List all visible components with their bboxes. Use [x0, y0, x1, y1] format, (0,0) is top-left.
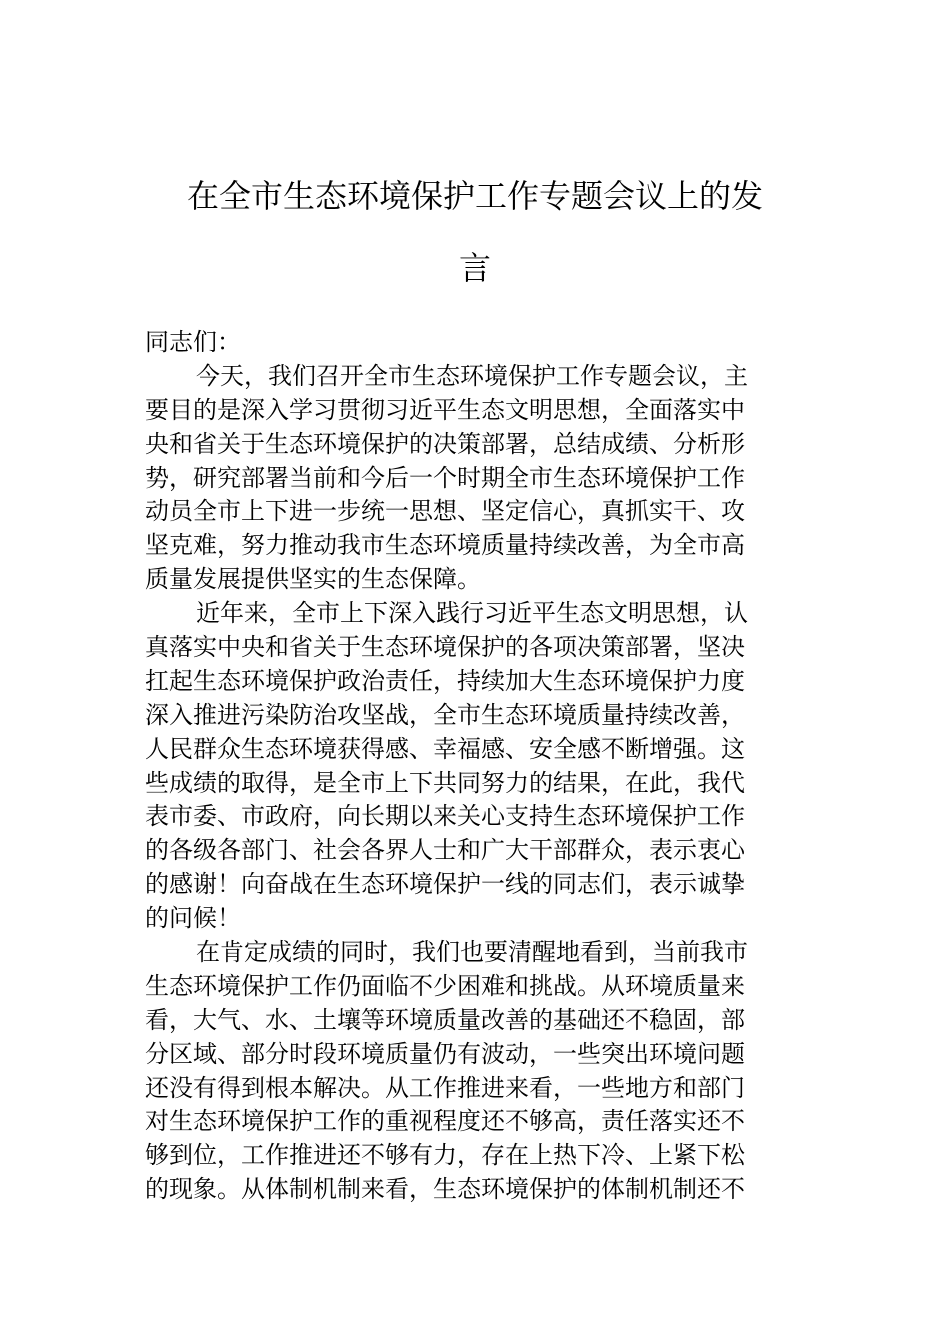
paragraph-line: 对生态环境保护工作的重视程度还不够高，责任落实还不 — [145, 1107, 745, 1136]
paragraph-line: 在肯定成绩的同时，我们也要清醒地看到，当前我市 — [196, 938, 748, 967]
paragraph-line: 还没有得到根本解决。从工作推进来看，一些地方和部门 — [145, 1073, 745, 1102]
salutation: 同志们： — [145, 328, 241, 356]
paragraph-line: 的感谢！向奋战在生态环境保护一线的同志们，表示诚挚 — [145, 870, 745, 899]
paragraph-line: 够到位，工作推进还不够有力，存在上热下冷、上紧下松 — [145, 1141, 745, 1170]
paragraph-line: 势，研究部署当前和今后一个时期全市生态环境保护工作 — [145, 463, 745, 492]
paragraph-line: 表市委、市政府，向长期以来关心支持生态环境保护工作 — [145, 802, 745, 831]
paragraph-line: 看，大气、水、土壤等环境质量改善的基础还不稳固，部 — [145, 1005, 745, 1034]
paragraph-line: 今天，我们召开全市生态环境保护工作专题会议，主 — [196, 361, 748, 390]
paragraph-line: 近年来，全市上下深入践行习近平生态文明思想，认 — [196, 599, 748, 628]
title-line: 在全市生态环境保护工作专题会议上的发 — [186, 177, 763, 215]
paragraph-line: 央和省关于生态环境保护的决策部署，总结成绩、分析形 — [145, 429, 745, 458]
paragraph-line: 的各级各部门、社会各界人士和广大干部群众，表示衷心 — [145, 836, 745, 865]
paragraph-line: 些成绩的取得，是全市上下共同努力的结果，在此，我代 — [145, 768, 745, 797]
document-title — [145, 160, 805, 304]
document-body — [145, 326, 807, 1207]
paragraph-line: 分区域、部分时段环境质量仍有波动，一些突出环境问题 — [145, 1039, 745, 1068]
paragraph-line: 坚克难，努力推动我市生态环境质量持续改善，为全市高 — [145, 531, 745, 560]
paragraph-line: 真落实中央和省关于生态环境保护的各项决策部署，坚决 — [145, 633, 745, 662]
paragraph-line: 生态环境保护工作仍面临不少困难和挑战。从环境质量来 — [145, 971, 745, 1000]
paragraph-line: 人民群众生态环境获得感、幸福感、安全感不断增强。这 — [145, 734, 745, 763]
paragraph-line: 要目的是深入学习贯彻习近平生态文明思想，全面落实中 — [145, 395, 745, 424]
paragraph-line: 的问候！ — [145, 904, 241, 933]
paragraph-line: 质量发展提供坚实的生态保障。 — [145, 565, 481, 594]
paragraph-line: 深入推进污染防治攻坚战，全市生态环境质量持续改善， — [145, 700, 745, 729]
title-line: 言 — [458, 249, 491, 287]
paragraph-line: 扛起生态环境保护政治责任，持续加大生态环境保护力度 — [145, 666, 745, 695]
paragraph-line: 动员全市上下进一步统一思想、坚定信心，真抓实干、攻 — [145, 497, 745, 526]
paragraph-line: 的现象。从体制机制来看，生态环境保护的体制机制还不 — [145, 1175, 745, 1204]
